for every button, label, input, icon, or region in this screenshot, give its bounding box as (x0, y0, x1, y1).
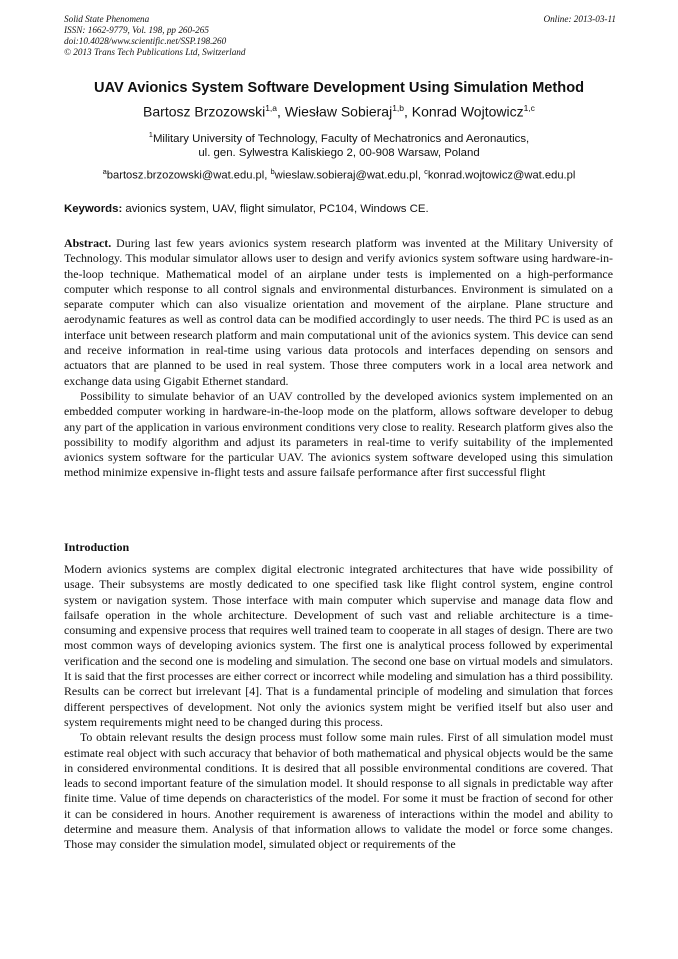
affiliation (0, 128, 678, 161)
abstract-text: During last few years avionics system research platform was invented at the Military University of Technology. This modular simulator allows user to design and verify avionics system software using hardware-in-the-loop technique. Mathematical model of an airplane under tests is implemented on a high-performance computer which response to all control signals and environmental disturbances. Environment is simulated on a separate computer which can also visualize orientation and movement of the airplane. Plane structure and aerodynamic features as well as control data can be modified accordingly to user needs. The third PC is used as an interface unit between research platform and main computational unit of the avionics system. This device can send and receive information in real-time using various data protocols and interfaces depending on sensors and actuators that are planned to be used in real system. Those three computers work in a local area network and exchange data using Gigabit Ethernet standard. (64, 236, 613, 388)
email-superscript: b (270, 167, 275, 176)
affiliation-line-2: ul. gen. Sylwestra Kaliskiego 2, 00-908 Warsaw, Poland (198, 147, 480, 160)
email-superscript: a (102, 167, 107, 176)
paper-title: UAV Avionics System Software Development Using Simulation Method (93, 80, 585, 96)
keywords (64, 203, 614, 215)
journal-info (64, 14, 245, 58)
author-superscript: 1,b (392, 103, 405, 113)
issn-line: ISSN: 1662-9779, Vol. 198, pp 260-265 (64, 25, 209, 35)
keywords-text: avionics system, UAV, flight simulator, PC104, Windows CE. (122, 203, 429, 215)
affiliation-superscript: 1 (148, 130, 153, 139)
abstract-paragraph (64, 236, 613, 389)
author-superscript: 1,c (523, 103, 535, 113)
affiliation-text: Military University of Technology, Faculty of Mechatronics and Aeronautics, (152, 132, 530, 145)
email-link[interactable]: konrad.wojtowicz@wat.edu.pl (427, 169, 576, 182)
email-superscript: c (424, 167, 428, 176)
doi-line: doi:10.4028/www.scientific.net/SSP.198.260 (64, 36, 227, 46)
intro-paragraph: To obtain relevant results the design process must follow some main rules. First of all simulation model must estimate real object with such accuracy that behavior of both mathematical and physical objects would be the same in considered environmental conditions. It is desired that all possible environmental conditions are covered. That leads to second important feature of the simulation model. It should response to all signals in predictable way after finite time. Value of time depends on characteristics of the model. For some it must be fraction of second for other it can be considered in hours. Another requirement is awareness of interactions within the model and ability to determine and measure them. Analysis of that information allows to validate the model or force some changes. Those may consider the simulation model, simulated object or requirements of the (64, 730, 613, 852)
author-list (0, 103, 678, 120)
email-link[interactable]: wieslaw.sobieraj@wat.edu.pl, (274, 169, 425, 182)
copyright-line: © 2013 Trans Tech Publications Ltd, Switzerland (64, 47, 246, 57)
author-separator: , (277, 103, 285, 120)
affiliation-line-1 (0, 128, 678, 146)
author-separator: , (404, 103, 412, 120)
intro-paragraph: Modern avionics systems are complex digital electronic integrated architectures that have wide possibility of usage. Their subsystems are mostly dedicated to one specified task like flight control system, engine control system or navigation system. Those interface with main computer which supervise and manage data flow and failsafe operation in the whole architecture. Development of such vast and reliable architecture is a time-consuming and expensive process that requires well trained team to cooperate in all stages of design. There are two most common ways of developing avionics system. The first one is analytical process followed by experimental verification and the second one is modeling and simulation. The second one base on virtual models and simulators. It is said that the first processes are either correct or incorrect while modeling and simulation has a third possibility. Results can be correct but irrelevant [4]. That is a fundamental principle of modeling and simulation that forces different perspectives of development. Not only the avionics system might be verified itself but also user and system requirements might need to be changed during this process. (64, 562, 613, 729)
author-superscript: 1,a (265, 103, 278, 113)
abstract-paragraph: Possibility to simulate behavior of an UAV controlled by the developed avionics system implemented on an embedded computer working in hardware-in-the-loop mode on the platform, allows software developer to debug any part of the application in various environment conditions very close to reality. Research platform gives also the possibility to modify algorithm and adjust its parameters in real-time to verify suitability of the implemented avionics system software for the particular UAV. The avionics system software developed using this simulation method minimize expensive in-flight tests and assure failsafe performance after first successful flight (64, 388, 613, 480)
abstract-section (64, 236, 613, 481)
author-name: Bartosz Brzozowski (143, 103, 266, 120)
abstract-label: Abstract. (64, 236, 112, 250)
author-name: Konrad Wojtowicz (411, 103, 524, 120)
journal-name: Solid State Phenomena (64, 14, 150, 24)
online-date: Online: 2013-03-11 (543, 14, 616, 24)
author-name: Wiesław Sobieraj (284, 103, 393, 120)
email-link[interactable]: bartosz.brzozowski@wat.edu.pl, (106, 169, 271, 182)
email-list (0, 167, 678, 182)
section-heading-introduction: Introduction (64, 540, 130, 554)
keywords-label: Keywords: (64, 203, 123, 215)
introduction-section (64, 562, 613, 853)
